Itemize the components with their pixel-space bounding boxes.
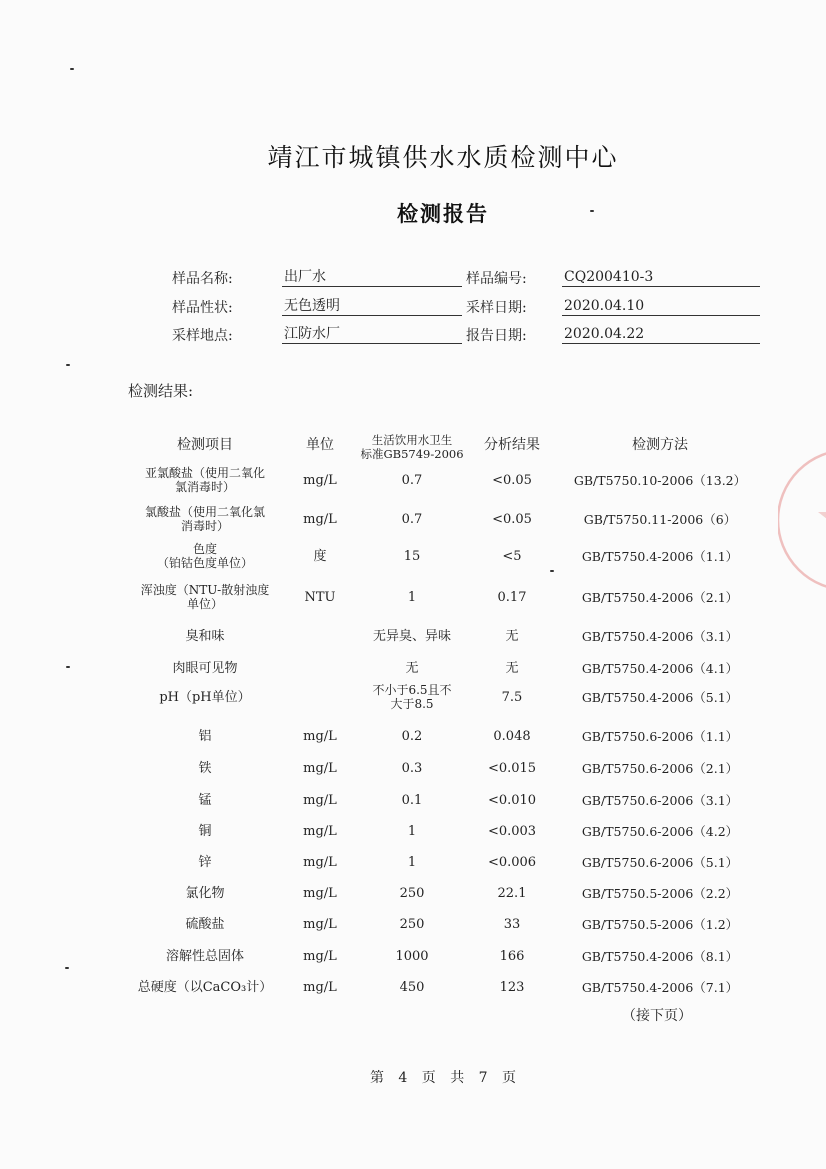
cell-item: 铝 [198, 729, 212, 744]
cell-item: 总硬度（以CaCO₃计） [137, 980, 273, 995]
results-label: 检测结果: [128, 382, 194, 400]
cell-result: <0.003 [487, 824, 537, 839]
report-date-label: 报告日期: [466, 328, 527, 344]
cell-item: 硫酸盐 [185, 917, 225, 932]
cell-unit: mg/L [303, 980, 337, 995]
cell-result: <0.05 [492, 512, 532, 527]
header-standard: 生活饮用水卫生 标准GB5749-2006 [360, 433, 464, 461]
report-date-value: 2020.04.22 [562, 325, 760, 344]
header-item: 检测项目 [177, 437, 233, 453]
sample-code-value: CQ200410-3 [562, 268, 760, 287]
cell-standard: 0.1 [401, 793, 423, 808]
cell-method: GB/T5750.6-2006（1.1） [581, 729, 739, 744]
sample-name-label: 样品名称: [172, 271, 233, 287]
scan-speck [550, 570, 554, 572]
cell-unit: mg/L [303, 512, 337, 527]
sample-date-value: 2020.04.10 [562, 297, 760, 316]
cell-result: 0.048 [493, 729, 531, 744]
cell-unit: mg/L [303, 761, 337, 776]
cell-result: 0.17 [497, 590, 527, 605]
cell-method: GB/T5750.10-2006（13.2） [573, 473, 747, 488]
cell-result: <0.015 [487, 761, 537, 776]
cell-result: 123 [499, 980, 525, 995]
cell-unit: 度 [313, 549, 327, 564]
cell-method: GB/T5750.5-2006（2.2） [581, 886, 739, 901]
report-title: 检测报告 [397, 201, 489, 226]
cell-item: 铜 [198, 824, 212, 839]
cell-item: 锌 [198, 855, 212, 870]
scan-speck [590, 210, 594, 212]
cell-result: <0.05 [492, 473, 532, 488]
scan-speck [66, 666, 70, 668]
cell-method: GB/T5750.4-2006（3.1） [581, 629, 739, 644]
cell-item: 浑浊度（NTU-散射浊度 单位） [140, 583, 270, 611]
cell-result: 22.1 [497, 886, 527, 901]
cell-result: 无 [505, 629, 519, 644]
cell-unit: mg/L [303, 473, 337, 488]
cell-method: GB/T5750.4-2006（7.1） [581, 980, 739, 995]
cell-standard: 1 [407, 855, 417, 870]
sample-location-label: 采样地点: [172, 328, 233, 344]
cell-standard: 无 [405, 661, 419, 676]
sample-name-value: 出厂水 [282, 268, 462, 287]
cell-method: GB/T5750.4-2006（4.1） [581, 661, 739, 676]
cell-unit: mg/L [303, 793, 337, 808]
cell-unit: mg/L [303, 886, 337, 901]
cell-item: 溶解性总固体 [165, 949, 244, 964]
cell-standard: 250 [399, 886, 425, 901]
cell-item: 氯酸盐（使用二氧化氯 消毒时） [144, 505, 265, 533]
cell-standard: 1 [407, 824, 417, 839]
cell-item: 铁 [198, 761, 212, 776]
sample-property-value: 无色透明 [282, 297, 462, 316]
cell-result: <5 [502, 549, 522, 564]
cell-item: 亚氯酸盐（使用二氧化 氯消毒时） [144, 466, 265, 494]
scan-speck [70, 68, 74, 70]
scan-speck [65, 967, 69, 969]
sample-date-label: 采样日期: [466, 300, 527, 316]
cell-result: 166 [499, 949, 525, 964]
cell-standard: 0.2 [401, 729, 423, 744]
cell-unit: mg/L [303, 855, 337, 870]
cell-method: GB/T5750.4-2006（8.1） [581, 949, 739, 964]
cell-item: 臭和味 [185, 629, 225, 644]
cell-method: GB/T5750.4-2006（2.1） [581, 590, 739, 605]
cell-unit: mg/L [303, 949, 337, 964]
cell-item: 锰 [198, 793, 212, 808]
organization-name: 靖江市城镇供水水质检测中心 [267, 143, 619, 172]
cell-standard: 0.7 [401, 473, 423, 488]
cell-standard: 0.7 [401, 512, 423, 527]
cell-standard: 250 [399, 917, 425, 932]
header-result: 分析结果 [484, 437, 540, 453]
cell-standard: 1 [407, 590, 417, 605]
cell-standard: 15 [403, 549, 421, 564]
cell-method: GB/T5750.6-2006（5.1） [581, 855, 739, 870]
cell-standard: 无异臭、异味 [372, 629, 451, 644]
cell-result: 无 [505, 661, 519, 676]
cell-result: 33 [503, 917, 521, 932]
cell-standard: 0.3 [401, 761, 423, 776]
sample-code-label: 样品编号: [466, 271, 527, 287]
scan-speck [66, 364, 70, 366]
cell-result: <0.006 [487, 855, 537, 870]
cell-method: GB/T5750.6-2006（4.2） [581, 824, 739, 839]
cell-method: GB/T5750.6-2006（2.1） [581, 761, 739, 776]
sample-location-value: 江防水厂 [282, 325, 462, 344]
cell-method: GB/T5750.4-2006（5.1） [581, 690, 739, 705]
cell-item: 氯化物 [185, 886, 225, 901]
cell-standard: 450 [399, 980, 425, 995]
continued-note: （接下页） [622, 1008, 692, 1024]
cell-result: 7.5 [501, 690, 523, 705]
official-stamp [778, 420, 826, 620]
cell-unit: mg/L [303, 917, 337, 932]
cell-item: 色度 （铂钴色度单位） [156, 542, 253, 570]
cell-standard: 1000 [395, 949, 429, 964]
page-footer: 第 4 页 共 7 页 [369, 1070, 517, 1086]
cell-unit: mg/L [303, 729, 337, 744]
cell-method: GB/T5750.5-2006（1.2） [581, 917, 739, 932]
cell-item: 肉眼可见物 [172, 661, 238, 676]
cell-standard: 不小于6.5且不 大于8.5 [372, 683, 452, 711]
cell-item: pH（pH单位） [159, 690, 251, 705]
header-method: 检测方法 [632, 437, 688, 453]
cell-method: GB/T5750.11-2006（6） [583, 512, 737, 527]
cell-result: <0.010 [487, 793, 537, 808]
cell-method: GB/T5750.4-2006（1.1） [581, 549, 739, 564]
cell-unit: mg/L [303, 824, 337, 839]
header-unit: 单位 [306, 437, 334, 453]
cell-method: GB/T5750.6-2006（3.1） [581, 793, 739, 808]
sample-property-label: 样品性状: [172, 300, 233, 316]
cell-unit: NTU [304, 590, 336, 605]
